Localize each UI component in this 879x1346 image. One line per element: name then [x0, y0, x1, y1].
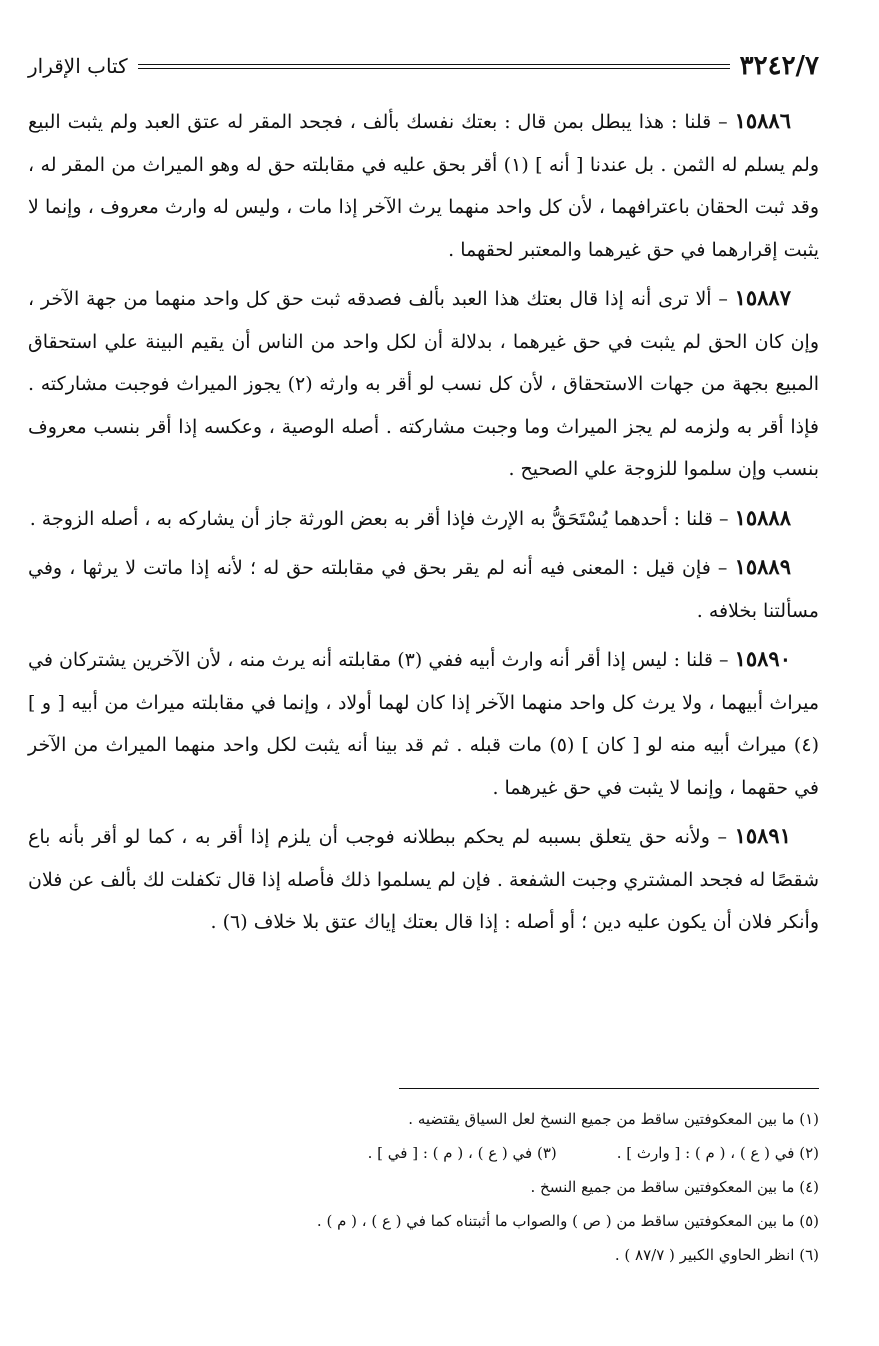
paragraph-number: ١٥٨٩١ — [734, 823, 791, 848]
paragraph-15887 — [28, 277, 819, 491]
paragraph-number: ١٥٨٨٨ — [734, 504, 791, 530]
footnote-3: (٣) في ( ع ) ، ( م ) : [ في ] . — [367, 1144, 557, 1162]
paragraph-number: ١٥٨٨٦ — [734, 108, 791, 133]
paragraph-15889 — [28, 546, 819, 632]
footnotes — [28, 1102, 819, 1272]
paragraph-15890 — [28, 638, 819, 809]
page-header — [28, 44, 819, 88]
paragraph-text: – قلنا : هذا يبطل بمن قال : بعتك نفسك بألف ، فجحد المقر له عتق العبد ولم يثبت البيع ولم يسلم له الثمن . بل عندنا [ أنه ] (١) أقر بحق عليه في مقابلته حق له وهو الميراث من المقر له ، وقد ثبت الحقان باعترافهما ، لأن كل واحد منهما يرث الآخر إذا مات ، وليس له وارث معروف ، وإنما لا يثبت إقرارهما في حق غيرهما والمعتبر لحقهما . — [28, 111, 820, 261]
footnote-4: (٤) ما بين المعكوفتين ساقط من جميع النسخ . — [530, 1178, 819, 1196]
paragraph-15888 — [28, 497, 819, 541]
main-text — [28, 100, 819, 950]
paragraph-number: ١٥٨٩٠ — [734, 646, 791, 671]
paragraph-text: – ولأنه حق يتعلق بسببه لم يحكم ببطلانه فوجب أن يلزم إذا أقر به ، كما لو أقر بأنه باع شقصًا له فجحد المشتري وجبت الشفعة . فإن لم يسلموا ذلك فأصله إذا قال تكفلت لك بألف عن فلان وأنكر فلان أن يكون عليه دين ؛ أو أصله : إذا قال بعتك إياك عتق بلا خلاف (٦) . — [28, 826, 819, 933]
page-number: ٣٢٤٢/٧ — [739, 51, 819, 81]
paragraph-text: – قلنا : أحدهما يُسْتَحَقُّ به الإرث فإذا أقر به بعض الورثة جاز أن يشاركه به ، أصله الزوجة . — [29, 507, 735, 530]
paragraph-15886 — [28, 100, 819, 271]
paragraph-number: ١٥٨٨٧ — [734, 285, 791, 310]
footnote-row — [28, 1136, 819, 1170]
header-divider — [138, 64, 730, 69]
footnote-5: (٥) ما بين المعكوفتين ساقط من ( ص ) والصواب ما أثبتناه كما في ( ع ) ، ( م ) . — [316, 1212, 819, 1230]
footnote-divider — [399, 1088, 819, 1089]
paragraph-number: ١٥٨٨٩ — [734, 554, 791, 579]
footnote-6: (٦) انظر الحاوي الكبير ( ٨٧/٧ ) . — [614, 1246, 819, 1264]
paragraph-15891 — [28, 815, 819, 944]
footnote-1: (١) ما بين المعكوفتين ساقط من جميع النسخ لعل السياق يقتضيه . — [408, 1110, 819, 1128]
book-title: كتاب الإقرار — [28, 54, 128, 78]
footnote-2: (٢) في ( ع ) ، ( م ) : [ وارث ] . — [616, 1144, 819, 1162]
paragraph-text: – قلنا : ليس إذا أقر أنه وارث أبيه ففي (٣) مقابلته أنه يرث منه ، لأن الآخرين يشتركان في ميراث أبيهما ، ولا يرث كل واحد منهما الآخر إذا كان لهما أولاد ، وإنما في مقابلته ميراث من أبيه [ و ] (٤) ميراث أبيه منه لو [ كان ] (٥) مات قبله . ثم قد بينا أنه يثبت لكل واحد منهما الميراث من الآخر في حقهما ، وإنما لا يثبت في حق غيرهما . — [28, 649, 819, 799]
paragraph-text: – ألا ترى أنه إذا قال بعتك هذا العبد بألف فصدقه ثبت حق كل واحد منهما من جهة الآخر ، وإن كان الحق لم يثبت في حق غيرهما ، بدلالة أن لكل واحد من الناس أن يقيم البينة علي استحقاق المبيع بجهة من جهات الاستحقاق ، لأن كل نسب لو أقر به وارثه (٢) يجوز الميراث فوجبت مشاركته . فإذا أقر به ولزمه لم يجز الميراث وما وجبت مشاركته . أصله الوصية ، وعكسه إذا أقر بنسب معروف بنسب وإن سلموا للزوجة علي الصحيح . — [28, 288, 820, 480]
paragraph-text: – فإن قيل : المعنى فيه أنه لم يقر بحق في مقابلته حق له ؛ لأنه إذا ماتت لا يرثها ، وفي مسألتنا بخلافه . — [28, 557, 819, 622]
